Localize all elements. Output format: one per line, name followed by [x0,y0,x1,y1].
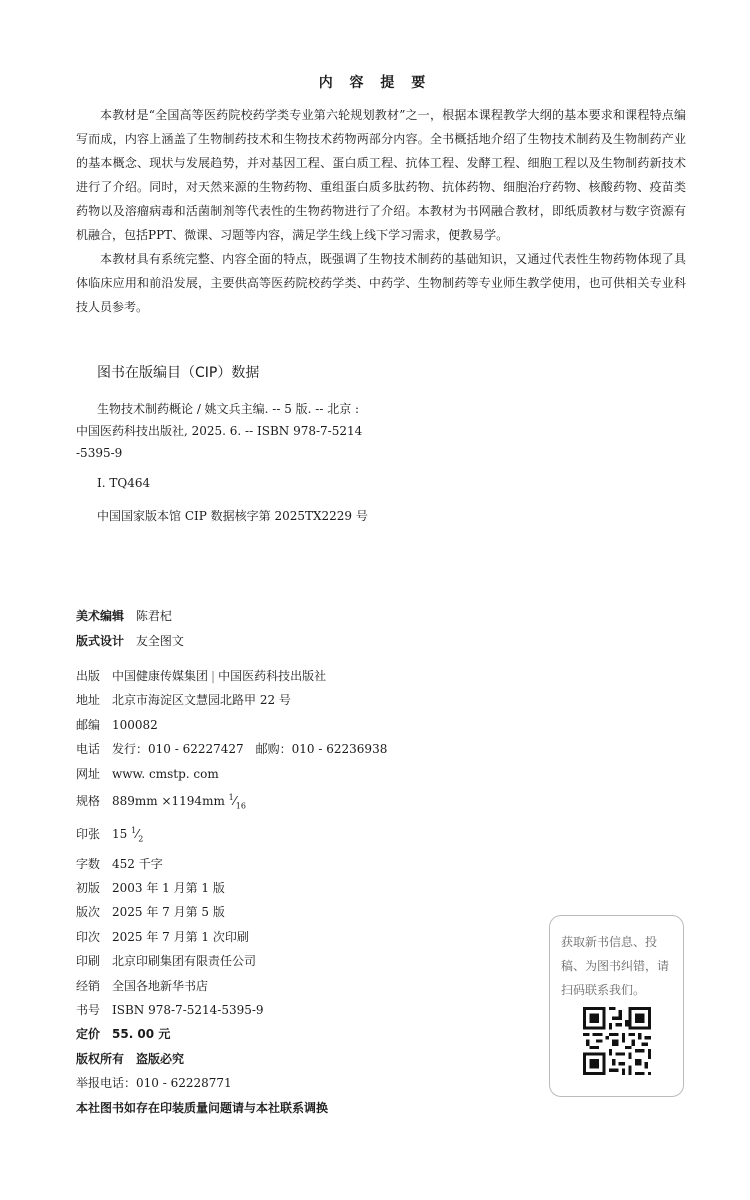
postcode-row: 邮编 100082 [76,717,158,732]
publisher-row: 出版 中国健康传媒集团 | 中国医药科技出版社 [76,669,327,683]
printer-row: 印刷 北京印刷集团有限责任公司 [76,954,257,969]
summary [76,103,686,319]
art-editor-value: 陈君杞 [135,609,172,623]
cip-line-3: -5395-9 [76,446,123,460]
art-editor-row [76,604,172,628]
address-row: 地址 北京市海淀区文慧园北路甲 22 号 [76,693,291,708]
isbn-row: 书号 ISBN 978-7-5214-5395-9 [76,1003,264,1018]
quality-notice: 本社图书如存在印装质量问题请与本社联系调换 [76,1100,329,1115]
report-phone: 举报电话：010 - 62228771 [76,1076,232,1091]
website-row: 网址 www. cmstp. com [76,766,219,781]
cip-line-4: Ⅰ. TQ464 [97,476,151,490]
qr-code-icon[interactable] [583,1007,651,1075]
layout-design-value: 友全图文 [135,634,184,648]
qr-contact-box [549,915,684,1097]
word-count-row: 字数 452 千字 [76,856,163,871]
qr-caption: 获取新书信息、投稿、为图书纠错，请扫码联系我们。 [561,935,670,997]
publisher-group: 中国健康传媒集团 [112,669,209,683]
printing-row: 印次 2025 年 7 月第 1 次印刷 [76,929,249,944]
cip-line-1: 生物技术制药概论 / 姚文兵主编. -- 5 版. -- 北京 : [97,402,360,416]
imprint [76,664,536,1120]
summary-paragraph-1: 本教材是“全国高等医药院校药学类专业第六轮规划教材”之一，根据本课程教学大纲的基本要求和课程特点编写而成，内容上涵盖了生物制药技术和生物技术药物两部分内容。全书概括地介绍了生物技术制药及生物制药产业的基本概念、现状与发展趋势，并对基因工程、蛋白质工程、抗体工程、发酵工程、细胞工程以及生物制药新技术进行了介绍。同时，对天然来源的生物药物、重组蛋白质多肽药物、抗体药物、细胞治疗药物、核酸药物、疫苗类药物以及溶瘤病毒和活菌制剂等代表性的生物药物进行了介绍。本教材为书网融合教材，即纸质教材与数字资源有机融合，包括PPT、微课、习题等内容，满足学生线上线下学习需求，便教易学。 [76,108,686,242]
edition-row: 版次 2025 年 7 月第 5 版 [76,905,225,920]
layout-design-label: 版式设计 [76,634,125,648]
art-editor-label: 美术编辑 [76,609,125,623]
phone-row: 电话 发行：010 - 62227427 邮购：010 - 62236938 [76,742,388,757]
rights-line: 版权所有 盗版必究 [76,1051,185,1066]
layout-design-row [76,629,184,653]
publisher-name: 中国医药科技出版社 [218,669,327,683]
summary-paragraph-2: 本教材具有系统完整、内容全面的特点，既强调了生物技术制药的基础知识，又通过代表性生物药物体现了具体临床应用和前沿发展，主要供高等医药院校药学类、中药学、生物制药等专业师生教学使用，也可供相关专业科技人员参考。 [76,252,686,314]
cip-line-5: 中国国家版本馆 CIP 数据核字第 2025TX2229 号 [97,509,368,523]
distributor-row: 经销 全国各地新华书店 [76,978,209,993]
cip-line-2: 中国医药科技出版社, 2025. 6. -- ISBN 978-7-5214 [76,424,363,438]
sheets-row: 印张 15 $^1⁄_2$ [76,825,144,844]
price-row: 定价 55. 00 元 [76,1027,171,1042]
format-row: 规格 889mm ×1194mm $^1⁄_{16}$ [76,793,246,811]
first-edition-row: 初版 2003 年 1 月第 1 版 [76,881,225,896]
cip-title: 图书在版编目（CIP）数据 [97,365,260,381]
page-title: 内 容 提 要 [318,75,432,91]
